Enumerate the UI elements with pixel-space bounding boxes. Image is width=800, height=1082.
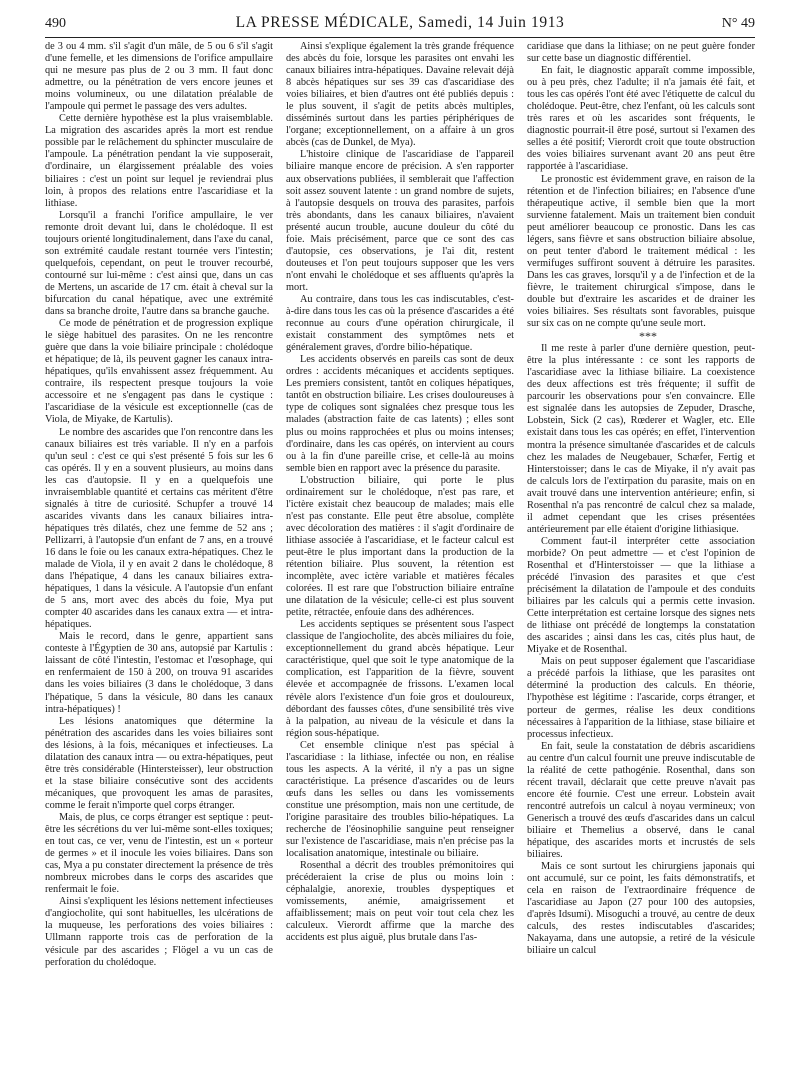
paragraph: de 3 ou 4 mm. s'il s'agit d'un mâle, de 5 ou 6 s'il s'agit d'une femelle, et les dimensions de l'orifice ampullaire qui ne mesure pas plus de 2 ou 3 mm. Il faut donc admettre, ou la pénétration de vers encore jeunes et moins volumineux, ou une dilatation préalable de l'ampoule qui permet le passage des vers adultes. [45, 41, 273, 113]
paragraph: Il me reste à parler d'une dernière question, peut-être la plus intéressante : ce sont les rapports de l'ascaridiase avec la lithiase biliaire. La coexistence des deux affections est très fréquente; il suffit de parcourir les observations pour s'en convaincre. Elle est signalée dans les autopsies de Zepuder, Drasche, Lobstein, Sick (2 cas), Rœderer et Wagler, etc. Elle existait dans tous les cas opérés; en effet, l'intervention montra la présence simultanée d'ascarides et de calculs chez les malades de Neugebauer, Schæfer, Fertig et Hinterstoisser; dans le cas de Miyake, il n'y avait pas de calculs lors de l'extirpation du parasite, mais on en avait trouvé dans une intervention antérieure; enfin, si Rosenthal n'a pas rencontré de calcul chez sa malade, il admet cependant que les crises présentées antérieurement par elle étaient d'origine lithiasique. [527, 343, 755, 535]
column-2 [286, 41, 514, 1075]
paragraph: Comment faut-il interpréter cette association morbide? On peut admettre — et c'est l'opinion de Rosenthal et d'Hinterstoisser — que la lithiase a précédé l'invasion des parasites et que c'est précisément la dilatation de l'ampoule et des conduits biliaires par les calculs qui a permis cette invasion. Cette interprétation est certaine lorsque des signes nets de lithiase ont précédé de longtemps la constatation des ascarides ; ainsi dans les cas, cités plus haut, de Miyake et de Rosenthal. [527, 535, 755, 656]
paragraph: L'histoire clinique de l'ascaridiase de l'appareil biliaire manque encore de précision. A s'en rapporter aux observations publiées, il semblerait que l'affection soit assez souvent latente : un grand nombre de sujets, à l'autopsie desquels on trouva des parasites, parfois très abondants, dans les canaux biliaires, n'avaient présenté aucun trouble, aucune douleur du côté du foie. Mais précisément, parce que ce sont des cas d'autopsie, ces observations, je l'ai dit, restent douteuses et l'on peut toujours supposer que les vers n'ont envahi le cholédoque et ses affluents qu'après la mort. [286, 149, 514, 293]
paragraph: Mais ce sont surtout les chirurgiens japonais qui ont accumulé, sur ce point, les faits démonstratifs, et cela en raison de l'extraordinaire fréquence de l'ascaridiase au Japon (27 pour 100 des autopsies, d'après Idsumi). Misoguchi a trouvé, au centre de deux calculs, des restes indiscutables d'ascarides; Nakayama, dans une autopsie, a retiré de la vésicule biliaire un calcul [527, 861, 755, 957]
paragraph: Lorsqu'il a franchi l'orifice ampullaire, le ver remonte droit devant lui, dans le cholédoque. Il est toujours orienté longitudinalement, dans l'axe du canal, son extrémité caudale restant tournée vers l'intestin; quelquefois, cependant, on peut le trouver recourbé, contourné sur lui-même : c'est ainsi que, dans un cas de Mertens, un ascaride de 17 cm. était à cheval sur la bifurcation du canal hépatique, avec une extrémité dans sa branche droite, l'autre dans sa branche gauche. [45, 209, 273, 318]
paragraph: Mais le record, dans le genre, appartient sans conteste à l'Égyptien de 30 ans, autopsié par Kartulis : laissant de côté l'intestin, l'estomac et l'œsophage, qui en renfermaient de 150 à 200, on trouva 91 ascarides dans les voies biliaires (3 dans le cholédoque, 3 dans l'hépatique, 5 dans la vésicule, 80 dans les canaux intra-hépatiques) ! [45, 631, 273, 715]
page-header [45, 14, 755, 36]
paragraph: Ainsi s'explique également la très grande fréquence des abcès du foie, lorsque les parasites ont envahi les canaux biliaires intra-hépatiques. Davaine relevait déjà 8 abcès hépatiques sur ses 39 cas d'ascaridiase des voies biliaires, et bien d'autres ont été publiés depuis : le plus souvent, il s'agit de petits abcès multiples, disséminés surtout dans les parties périphériques de l'organe; exceptionnellement, on a affaire à un gros abcès (cas de Dunkel, de Mya). [286, 41, 514, 149]
paragraph: Les accidents septiques se présentent sous l'aspect classique de l'angiocholite, des abcès miliaires du foie, exceptionnellement du grand abcès hépatique. Leur caractéristique, quel que soit le type anatomique de la complication, est l'apparition de la fièvre, souvent élevée et accompagnée de frissons. L'examen local révèle alors l'existence d'un foie gros et douloureux, débordant des fausses côtes, d'une sensibilité très vive à la palpation, au niveau de la vésicule et dans la région sous-hépatique. [286, 619, 514, 739]
paragraph: Les accidents observés en pareils cas sont de deux ordres : accidents mécaniques et accidents septiques. Les premiers consistent, tantôt en coliques hépatiques, tantôt en obstruction biliaire. Les crises douloureuses à type de coliques sont signalées chez presque tous les malades (abstraction faite de cas latents) ; elles sont plus ou moins rapprochées et plus ou moins intenses; d'ordinaire, dans les cas opérés, on intervient au cours ou à la fin d'une pareille crise, et celle-là au moins semble bien en rapport avec la présence du parasite. [286, 354, 514, 474]
paragraph: En fait, seule la constatation de débris ascaridiens au centre d'un calcul fournit une preuve indiscutable de la réalité de cette pathogénie. Rosenthal, dans son récent travail, déclarait que cette preuve n'avait pas encore été fournie. C'est une erreur. Lobstein avait rencontré autrefois un calcul à noyau vermineux; von Generisch a trouvé des œufs d'ascarides dans un calcul biliaire et Themelius a observé, dans le canal hépatique, des ascarides morts et incrustés de sels biliaires. [527, 740, 755, 861]
paragraph: Au contraire, dans tous les cas indiscutables, c'est-à-dire dans tous les cas où la présence d'ascarides a été reconnue au cours d'une opération chirurgicale, il existait constamment des symptômes nets et généralement graves, d'ordre bilio-hépatique. [286, 293, 514, 354]
paragraph: Rosenthal a décrit des troubles prémonitoires qui précéderaient la crise de plus ou moins loin : céphalalgie, anorexie, troubles dyspeptiques et vomissements, anémie, amaigrissement et affaiblissement; mais on peut voir tout cela chez les calculeux. Vierordt affirme que la marche des accidents est plus aiguë, plus brutale dans l'as- [286, 860, 514, 944]
page-number: 490 [45, 16, 66, 31]
paragraph: Mais, de plus, ce corps étranger est septique : peut-être les sécrétions du ver lui-même sont-elles toxiques; en tout cas, ce ver, venu de l'intestin, est un « porteur de germes » et il inocule les voies biliaires. Dans son cas, Mya a pu constater directement la présence de très nombreux microbes dans le corps des ascarides que renfermait le foie. [45, 812, 273, 896]
section-separator: *** [639, 329, 657, 344]
paragraph: En fait, le diagnostic apparaît comme impossible, ou à peu près, chez l'adulte; il n'a jamais été fait, et tous les cas opérés l'ont été avec l'étiquette de calcul du cholédoque. Peut-être, chez l'enfant, où les calculs sont très rares et où les ascarides sont fréquents, le diagnostic pourrait-il être posé, surtout si l'examen des selles a été positif; Vierordt croit que toute obstruction des voies biliaires survenant avant 20 ans peut être rapportée à l'ascaridiase. [527, 65, 755, 173]
article-columns [45, 41, 755, 1075]
header-rule [45, 37, 755, 38]
paragraph: Ce mode de pénétration et de progression explique le siège habituel des parasites. On ne les rencontre guère que dans la voie biliaire principale : cholédoque et hépatique; de là, ils peuvent gagner les canaux intra-hépatiques, qu'ils envahissent assez fréquemment. Au contraire, ils respectent presque toujours la voie accessoire et ne s'engagent pas dans le cystique : l'ascaridiase de la vésicule est exceptionnelle (cas de Viola, de Miyake, de Kartulis). [45, 318, 273, 426]
paragraph: Les lésions anatomiques que détermine la pénétration des ascarides dans les voies biliaires sont des lésions, à la fois, mécaniques et infectieuses. La dilatation des canaux intra — ou extra-hépatiques, peut être très considérable (Hintersteisser), leur obstruction et la stase biliaire consécutive sont des accidents mécaniques, que provoquent les amas de parasites, comme le ferait n'importe quel corps étranger. [45, 715, 273, 811]
paragraph: caridiase que dans la lithiase; on ne peut guère fonder sur cette base un diagnostic différentiel. [527, 41, 755, 65]
issue-number: N° 49 [721, 16, 755, 31]
paragraph: Le pronostic est évidemment grave, en raison de la rétention et de l'infection biliaires; en l'absence d'une thérapeutique active, il semble bien que la mort survienne fatalement. Mais un traitement bien conduit peut améliorer beaucoup ce pronostic. Dans les cas légers, sans fièvre et sans obstruction biliaire absolue, on peut tenter d'abord le traitement médical : les vermifuges suffiront souvent à détruire les parasites. Dans les cas graves, lorsqu'il y a de l'infection et de la fièvre, le traitement chirurgical s'impose, dans le double but d'extraire les ascarides et de drainer les voies biliaires. Ses résultats sont favorables, puisque sur six cas on ne compte qu'une seule mort. [527, 173, 755, 330]
paragraph: Cette dernière hypothèse est la plus vraisemblable. La migration des ascarides après la mort est rendue possible par le relâchement du sphincter musculaire de l'ampoule. La pénétration pendant la vie supposerait, d'ordinaire, un élargissement préalable des voies biliaires : c'est un point sur lequel je reviendrai plus loin, à propos des relations entre l'ascaridiase et la lithiase. [45, 113, 273, 209]
paragraph: Mais on peut supposer également que l'ascaridiase a précédé parfois la lithiase, que les parasites ont déterminé la production des calculs. En théorie, l'hypothèse est légitime : l'ascaride, corps étranger, et porteur de germes, réalise les deux conditions nécessaires à l'apparition de la lithiase, stase biliaire et processus infectieux. [527, 656, 755, 740]
column-1 [45, 41, 273, 1075]
paragraph: Ainsi s'expliquent les lésions nettement infectieuses d'angiocholite, qui sont habituelles, les ulcérations de la muqueuse, les perforations des voies biliaires : Ullmann rapporte trois cas de perforation de la vésicule par des ascarides ; Flögel a vu un cas de perforation du cholédoque. [45, 896, 273, 968]
paragraph: Le nombre des ascarides que l'on rencontre dans les canaux biliaires est très variable. Il n'y en a parfois qu'un seul : c'est ce qui s'est présenté 5 fois sur les 6 cas opérés. Il y en a souvent plusieurs, au moins dans les cas d'autopsie. Il y en a quelquefois une invraisemblable quantité et certains cas méritent d'être signalés à titre de curiosité. Schupfer a trouvé 14 ascarides vivants dans les canaux biliaires intra-hépatiques très dilatés, chez une femme de 52 ans ; Pellizarri, à l'autopsie d'un enfant de 7 ans, en a trouvé 16 dans le foie ou les canaux extra-hépatiques. Chez le malade de Viola, il y en avait 2 dans le cholédoque, 8 dans l'hépatique, 4 dans les canaux biliaires extra-hépatiques, 1 dans la vésicule. A l'autopsie d'un enfant de 5 ans, mort avec des abcès du foie, Mya put compter 40 ascarides dans les canaux extra — et intra-hépatiques. [45, 426, 273, 631]
paragraph: Cet ensemble clinique n'est pas spécial à l'ascaridiase : la lithiase, infectée ou non, en réalise tous les aspects. A la vérité, il n'y a pas un signe caractéristique. La présence d'ascarides ou de leurs œufs dans les selles ou dans les vomissements constitue une présomption, mais non une certitude, de l'origine parasitaire des troubles bilio-hépatiques. La recherche de l'éosinophilie sanguine peut renseigner sur l'existence de l'ascaridiase, mais n'en précise pas la localisation anatomique, intestinale ou biliaire. [286, 739, 514, 860]
paragraph: L'obstruction biliaire, qui porte le plus ordinairement sur le cholédoque, n'est pas rare, et l'ictère existait chez beaucoup de malades; mais elle n'est pas constante. Elle peut être absolue, complète avec décoloration des matières : il s'agit d'ordinaire de lithiase associée à l'ascaridiase, et le facteur calcul est peut-être le plus important dans la production de la rétention biliaire. Plus souvent, la rétention est incomplète, avec ictère variable et matières fécales colorées. Il est rare que l'obstruction biliaire entraîne une dilatation de la vésicule; celle-ci est plus souvent petite, rétractée, enfouie dans des adhérences. [286, 474, 514, 619]
running-title: LA PRESSE MÉDICALE, Samedi, 14 Juin 1913 [235, 14, 565, 31]
column-3 [527, 41, 755, 1075]
